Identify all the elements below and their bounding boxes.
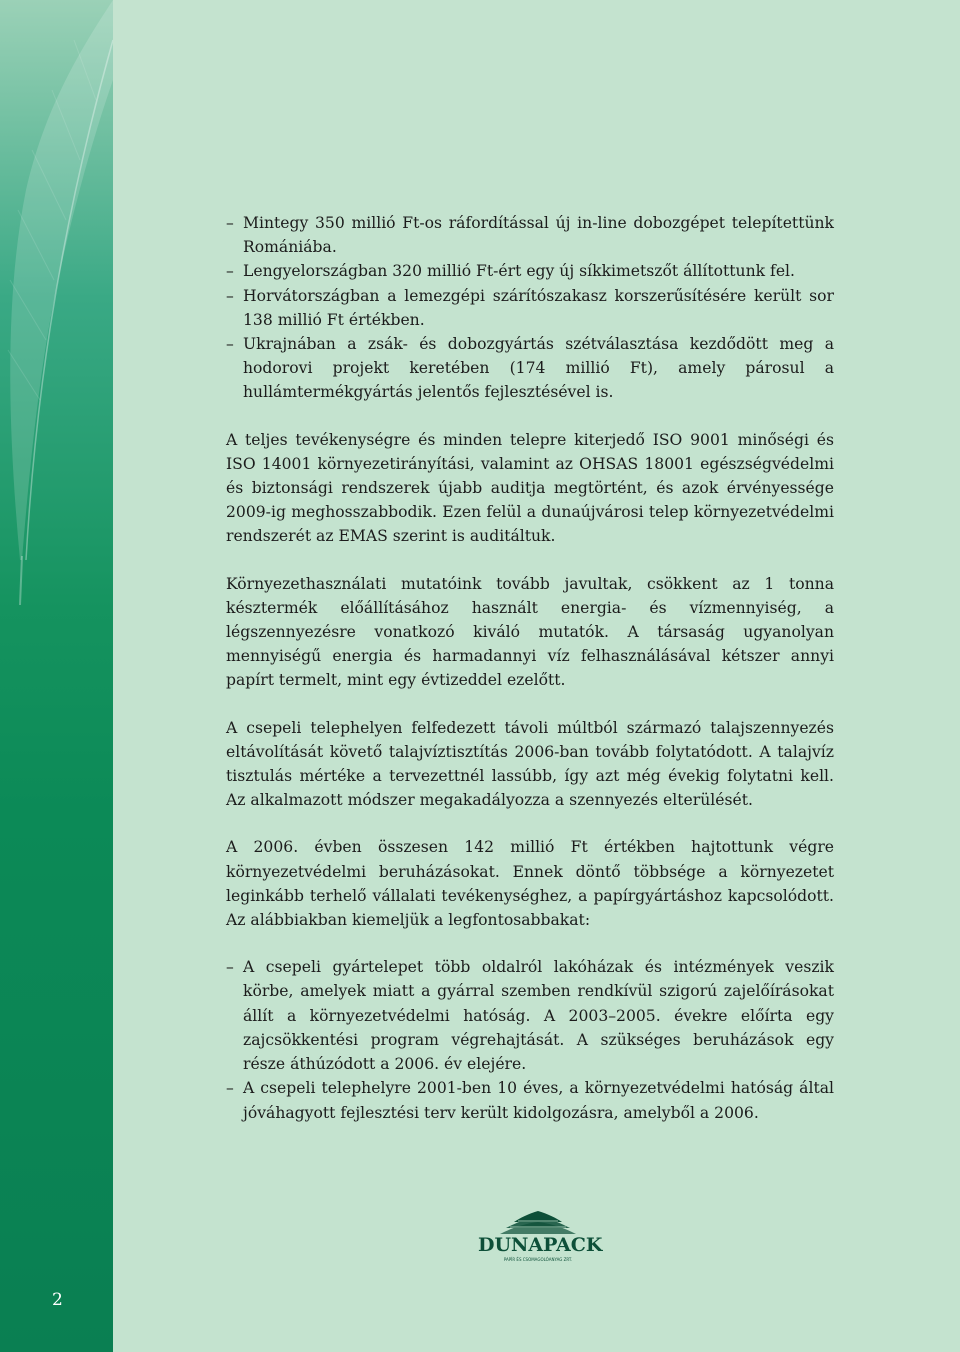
list-item: – Horvátországban a lemezgépi szárítószakasz korszerűsítésére került sor 138 millió Ft értékben. bbox=[226, 284, 834, 332]
dunapack-logo bbox=[478, 1210, 603, 1265]
list-item: – A csepeli telephelyre 2001-ben 10 éves, a környezetvédelmi hatóság által jóváhagyott fejlesztési terv került kidolgozásra, amelyből a 2006. bbox=[226, 1076, 834, 1124]
list-item: – Lengyelországban 320 millió Ft-ért egy új síkkimetszőt állítottunk fel. bbox=[226, 259, 834, 283]
paragraph-investments: A 2006. évben összesen 142 millió Ft értékben hajtottunk végre környezetvédelmi beruházásokat. Ennek döntő többsége a környezetet leginkább terhelő vállalati tevékenységhez, a papírgyártáshoz kapcsolódott. Az alábbiakban kiemeljük a legfontosabbakat: bbox=[226, 838, 834, 930]
tree-logo-icon bbox=[478, 1210, 598, 1236]
investment-list bbox=[226, 211, 834, 405]
list-item: – Ukrajnában a zsák- és dobozgyártás szétválasztása kezdődött meg a hodorovi projekt keretében (174 millió Ft), amely párosul a hullámtermékgyártás jelentős fejlesztésével is. bbox=[226, 332, 834, 405]
page-number: 2 bbox=[52, 1290, 63, 1310]
paragraph-iso: A teljes tevékenységre és minden telepre kiterjedő ISO 9001 minőségi és ISO 14001 környezetirányítási, valamint az OHSAS 18001 egészségvédelmi és biztonsági rendszerek újabb auditja megtörtént, és azok érvényessége 2009-ig meghosszabbodik. Ezen felül a dunaújvárosi telep környezetvédelmi rendszerét az EMAS szerint is auditáltuk. bbox=[226, 430, 834, 546]
list-item: – A csepeli gyártelepet több oldalról lakóházak és intézmények veszik körbe, amelyek miatt a gyárral szemben rendkívül szigorú zajelőírásokat állít a környezetvédelmi hatóság. A 2003–2005. évekre előírta egy zajcsökkentési program végrehajtását. A szükséges beruházások egy része áthúzódott a 2006. év elejére. bbox=[226, 955, 834, 1076]
left-sidebar-band bbox=[0, 0, 113, 1352]
feather-decoration-icon bbox=[0, 0, 113, 620]
logo-wordmark: DUNAPACK bbox=[478, 1234, 603, 1256]
environmental-projects-list bbox=[226, 955, 834, 1124]
paragraph-csepel-soil: A csepeli telephelyen felfedezett távoli múltból származó talajszennyezés eltávolítását követő talajvíztisztítás 2006-ban tovább folytatódott. A talajvíz tisztulás mértéke a tervezettnél lassúbb, így azt még évekig folytatni kell. Az alkalmazott módszer megakadályozza a szennyezés elterülését. bbox=[226, 718, 834, 810]
paragraph-indicators: Környezethasználati mutatóink tovább javultak, csökkent az 1 tonna késztermék előállításához használt energia- és vízmennyiség, a légszennyezésre vonatkozó kiváló mutatók. A társaság ugyanolyan mennyiségű energia és harmadannyi víz felhasználásával kétszer annyi papírt termelt, mint egy évtizeddel ezelőtt. bbox=[226, 574, 834, 690]
main-content bbox=[226, 211, 834, 1148]
list-item: – Mintegy 350 millió Ft-os ráfordítással új in-line dobozgépet telepítettünk Romániába. bbox=[226, 211, 834, 259]
logo-subtitle: PAPÍR ÉS CSOMAGOLÓANYAG ZRT. bbox=[503, 1257, 573, 1262]
